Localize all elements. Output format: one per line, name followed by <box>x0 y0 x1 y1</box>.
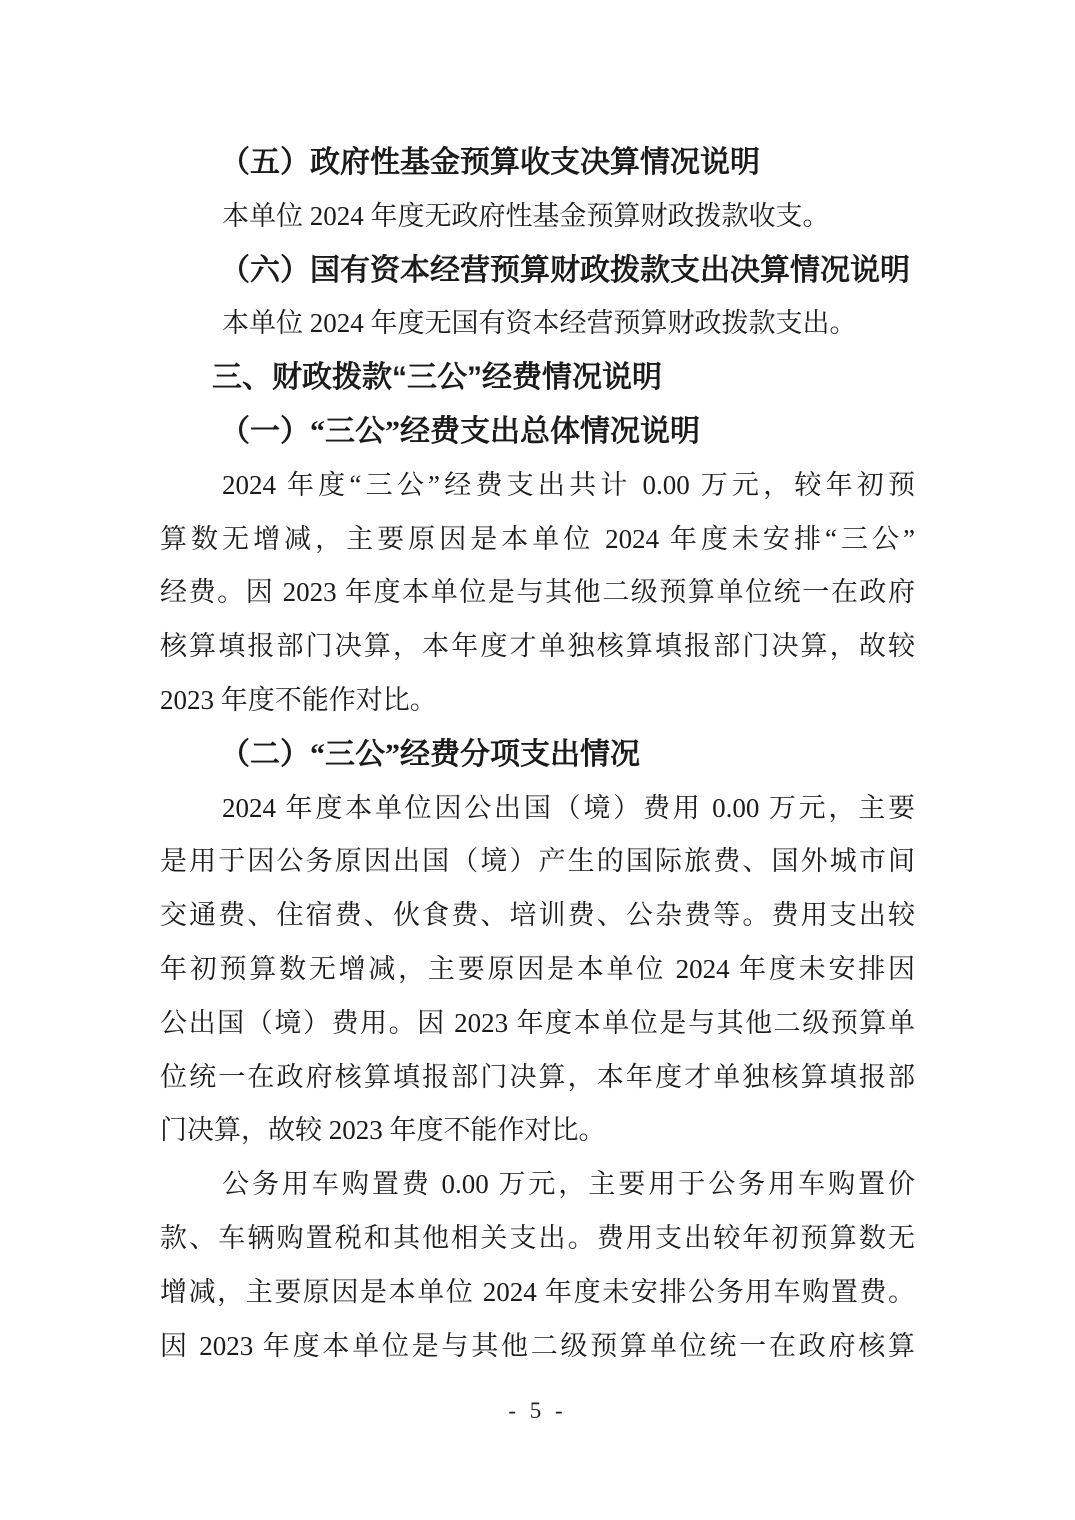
paragraph-line: 款、车辆购置税和其他相关支出。费用支出较年初预算数无 <box>160 1222 915 1253</box>
heading-subsection-1: （一）“三公”经费支出总体情况说明 <box>220 414 700 448</box>
heading-chapter-3: 三、财政拨款“三公”经费情况说明 <box>212 361 662 395</box>
paragraph-line: 算数无增减，主要原因是本单位 2024 年度未安排“三公” <box>160 523 915 554</box>
paragraph-line: 本单位 2024 年度无国有资本经营预算财政拨款支出。 <box>222 308 857 339</box>
heading-section-6: （六）国有资本经营预算财政拨款支出决算情况说明 <box>220 253 910 287</box>
page-number: - 5 - <box>508 1398 567 1423</box>
paragraph-line: 公务用车购置费 0.00 万元，主要用于公务用车购置价 <box>222 1169 915 1200</box>
heading-section-5: （五）政府性基金预算收支决算情况说明 <box>220 146 760 179</box>
paragraph-line: 2024 年度“三公”经费支出共计 0.00 万元，较年初预 <box>222 469 915 500</box>
paragraph-line: 公出国（境）费用。因 2023 年度本单位是与其他二级预算单 <box>160 1007 915 1038</box>
document-body <box>160 136 915 1373</box>
paragraph-line: 经费。因 2023 年度本单位是与其他二级预算单位统一在政府 <box>160 577 915 608</box>
paragraph-line: 本单位 2024 年度无政府性基金预算财政拨款收支。 <box>222 200 830 231</box>
paragraph-line: 因 2023 年度本单位是与其他二级预算单位统一在政府核算 <box>160 1330 915 1361</box>
heading-subsection-2: （二）“三公”经费分项支出情况 <box>220 737 640 771</box>
paragraph-line: 2024 年度本单位因公出国（境）费用 0.00 万元，主要 <box>222 792 915 823</box>
paragraph-line: 2023 年度不能作对比。 <box>160 684 437 715</box>
paragraph-line: 增减，主要原因是本单位 2024 年度未安排公务用车购置费。 <box>160 1276 915 1307</box>
paragraph-line: 是用于因公务原因出国（境）产生的国际旅费、国外城市间 <box>160 846 915 877</box>
paragraph-line: 核算填报部门决算，本年度才单独核算填报部门决算，故较 <box>160 631 915 662</box>
paragraph-line: 交通费、住宿费、伙食费、培训费、公杂费等。费用支出较 <box>160 900 915 931</box>
paragraph-line: 年初预算数无增减，主要原因是本单位 2024 年度未安排因 <box>160 953 915 984</box>
paragraph-line: 位统一在政府核算填报部门决算，本年度才单独核算填报部 <box>160 1061 915 1092</box>
paragraph-line: 门决算，故较 2023 年度不能作对比。 <box>160 1115 606 1146</box>
